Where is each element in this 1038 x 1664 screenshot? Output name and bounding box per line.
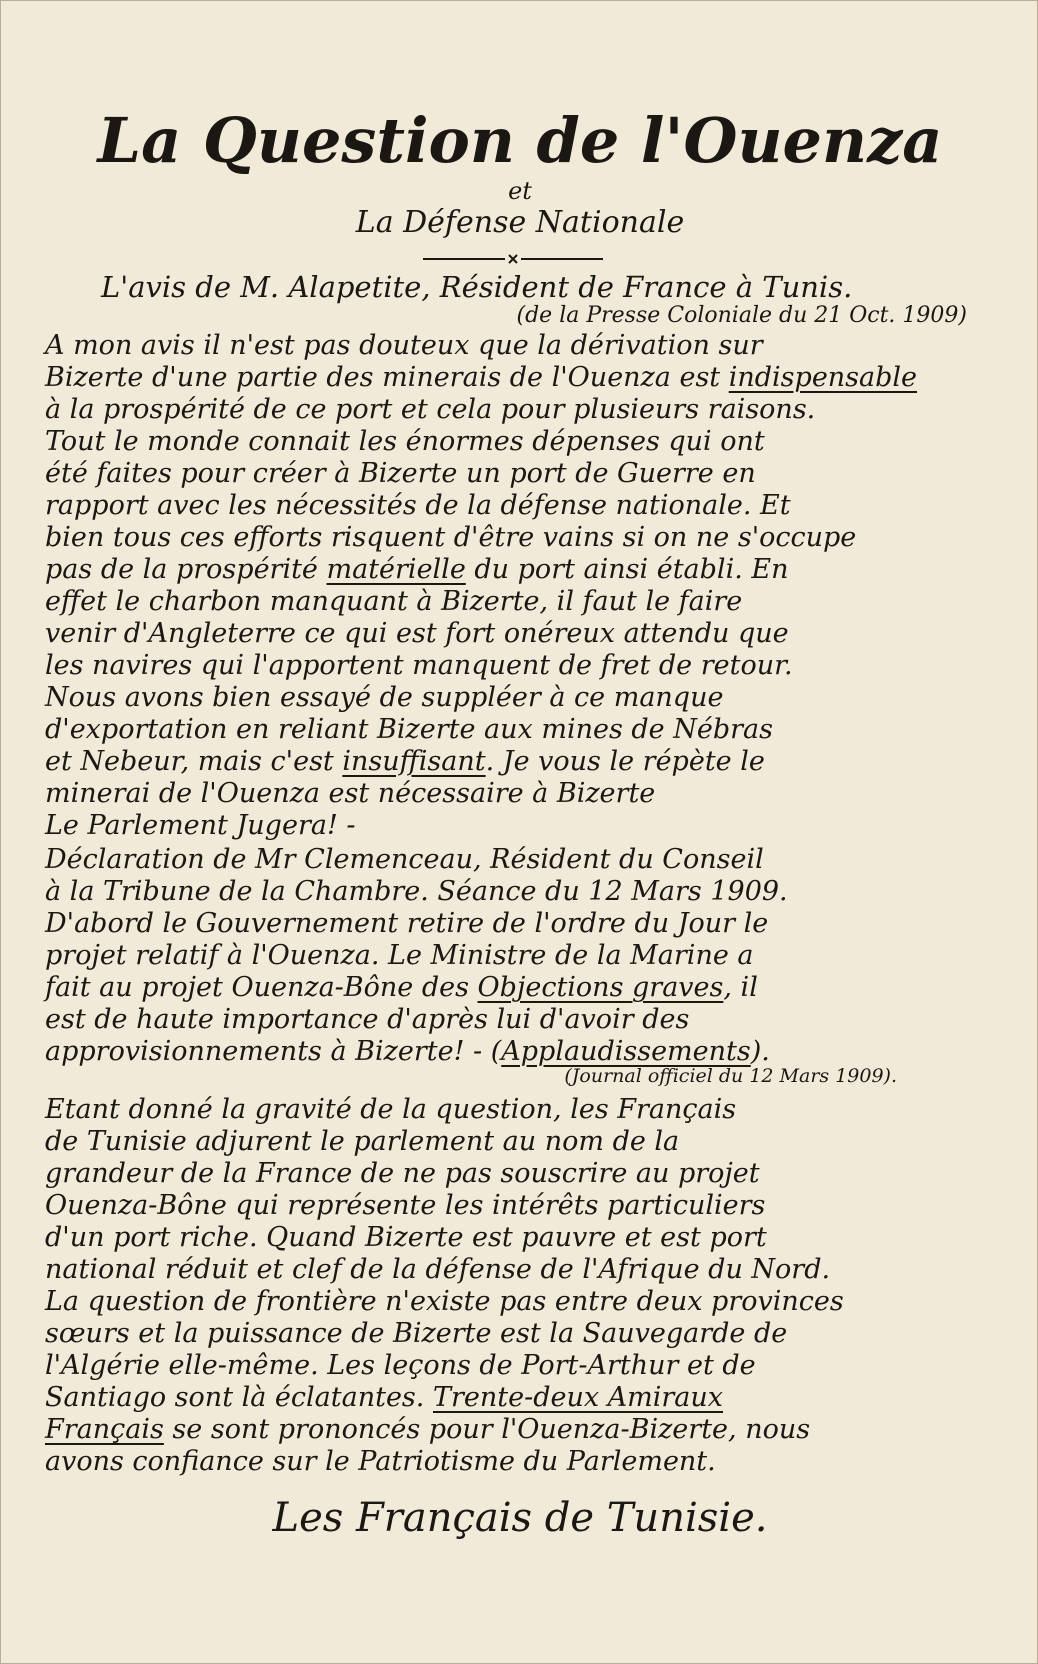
text-line: Santiago sont là éclatantes. Trente-deux Amiraux — [45, 1382, 724, 1413]
text-line: Etant donné la gravité de la question, les Français — [45, 1094, 737, 1125]
text-line: Tout le monde connait les énormes dépenses qui ont — [45, 426, 765, 457]
press-source: (de la Presse Coloniale du 21 Oct. 1909) — [516, 303, 967, 328]
text-line: sœurs et la puissance de Bizerte est la Sauvegarde de — [45, 1318, 788, 1349]
text-line: Déclaration de Mr Clemenceau, Résident du Conseil — [45, 844, 764, 875]
underlined-word: insuffisant — [342, 746, 486, 777]
text-line: de Tunisie adjurent le parlement au nom de la — [45, 1126, 680, 1157]
text-line: été faites pour créer à Bizerte un port de Guerre en — [45, 458, 756, 489]
text-line: La question de frontière n'existe pas entre deux provinces — [45, 1286, 844, 1317]
text-line: bien tous ces efforts risquent d'être vains si on ne s'occupe — [45, 522, 857, 553]
text-line: approvisionnements à Bizerte! - (Applaudissements). — [45, 1036, 770, 1067]
text-line: minerai de l'Ouenza est nécessaire à Bizerte — [45, 778, 656, 809]
text-line: à la prospérité de ce port et cela pour plusieurs raisons. — [45, 394, 816, 425]
text-line: d'exportation en reliant Bizerte aux mines de Nébras — [45, 714, 773, 745]
ornamental-divider — [423, 253, 603, 265]
text-line: rapport avec les nécessités de la défense nationale. Et — [45, 490, 791, 521]
text-line: les navires qui l'apportent manquent de fret de retour. — [45, 650, 793, 681]
text-line: l'Algérie elle-même. Les leçons de Port-Arthur et de — [45, 1350, 756, 1381]
text-line: Français se sont prononcés pour l'Ouenza-Bizerte, nous — [45, 1414, 811, 1445]
text-line: A mon avis il n'est pas douteux que la dérivation sur — [45, 330, 763, 361]
text-line: Ouenza-Bône qui représente les intérêts particuliers — [45, 1190, 766, 1221]
underlined-word: Objections graves — [477, 972, 724, 1003]
text-line: Nous avons bien essayé de suppléer à ce manque — [45, 682, 724, 713]
text-line: pas de la prospérité matérielle du port ainsi établi. En — [45, 554, 789, 585]
text-line: projet relatif à l'Ouenza. Le Ministre de la Marine a — [45, 940, 754, 971]
journal-source: (Journal officiel du 12 Mars 1909). — [564, 1065, 897, 1087]
text-line: national réduit et clef de la défense de l'Afrique du Nord. — [45, 1254, 831, 1285]
underlined-word: indispensable — [728, 362, 918, 393]
signature: Les Français de Tunisie. — [272, 1495, 768, 1541]
text-line: d'un port riche. Quand Bizerte est pauvre et est port — [45, 1222, 767, 1253]
underlined-word: Français — [45, 1414, 164, 1445]
text-line: D'abord le Gouvernement retire de l'ordre du Jour le — [45, 908, 769, 939]
text-line: à la Tribune de la Chambre. Séance du 12 Mars 1909. — [45, 876, 788, 907]
text-line: venir d'Angleterre ce qui est fort onéreux attendu que — [45, 618, 789, 649]
text-line: Le Parlement Jugera! - — [45, 810, 356, 841]
text-line: avons confiance sur le Patriotisme du Parlement. — [45, 1446, 716, 1477]
underlined-word: Applaudissements — [501, 1036, 751, 1067]
text-line: grandeur de la France de ne pas souscrire au projet — [45, 1158, 760, 1189]
attribution-line: L'avis de M. Alapetite, Résident de France à Tunis. — [101, 270, 853, 304]
text-line: fait au projet Ouenza-Bône des Objections graves, il — [45, 972, 758, 1003]
text-line: effet le charbon manquant à Bizerte, il faut le faire — [45, 586, 743, 617]
document-title: La Question de l'Ouenza — [97, 104, 943, 177]
text-line: Bizerte d'une partie des minerais de l'Ouenza est indispensable — [45, 362, 918, 393]
document-subtitle: La Défense Nationale — [355, 205, 685, 240]
title-conjunction: et — [508, 177, 532, 205]
text-line: est de haute importance d'après lui d'avoir des — [45, 1004, 690, 1035]
text-line: et Nebeur, mais c'est insuffisant. Je vous le répète le — [45, 746, 765, 777]
underlined-word: matérielle — [326, 554, 466, 585]
underlined-word: Trente-deux Amiraux — [432, 1382, 724, 1413]
